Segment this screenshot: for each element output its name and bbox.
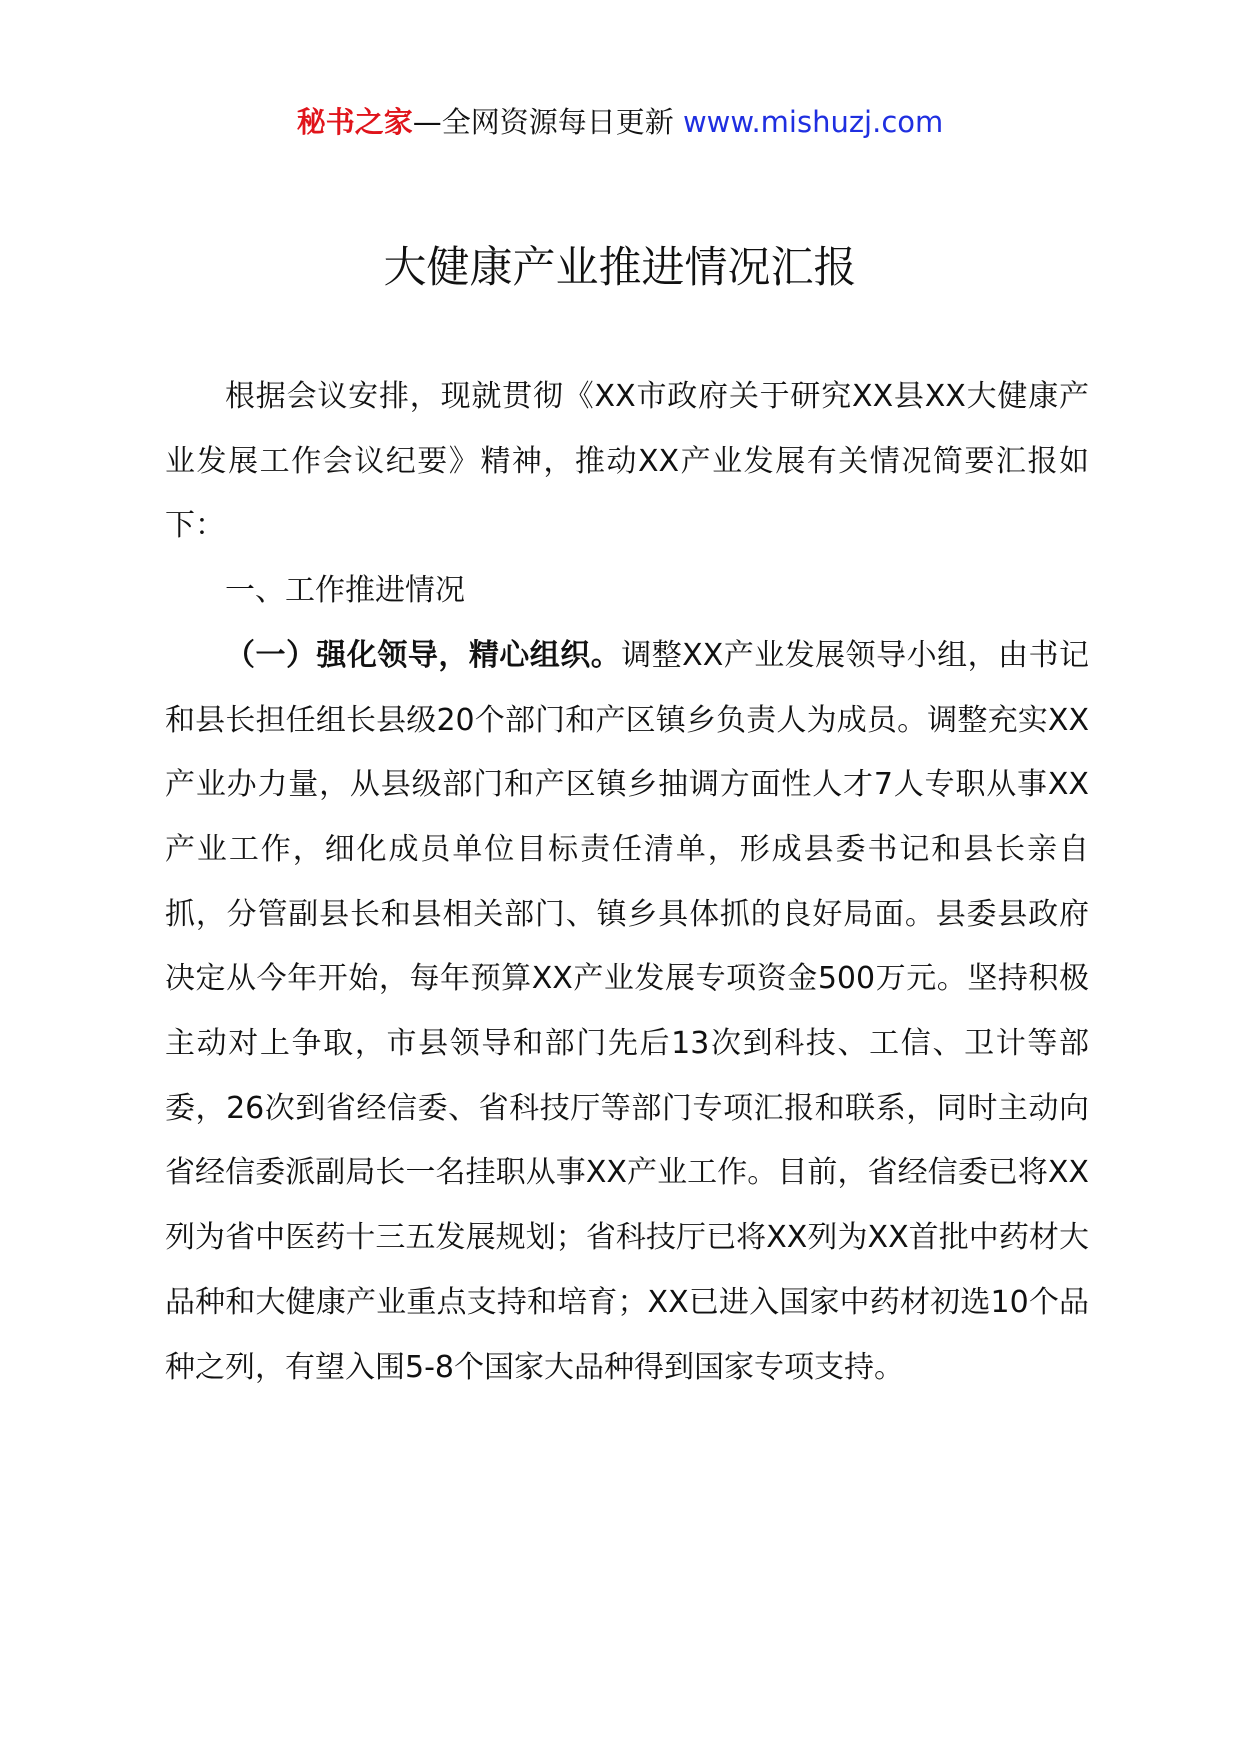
- subsection-body: 调整XX产业发展领导小组，由书记和县长担任组长县级20个部门和产区镇乡负责人为成员。调整充实XX产业办力量，从县级部门和产区镇乡抽调方面性人才7人专职从事XX产业工作，细化成员单位目标责任清单，形成县委书记和县长亲自抓，分管副县长和县相关部门、镇乡具体抓的良好局面。县委县政府决定从今年开始，每年预算XX产业发展专项资金500万元。坚持积极主动对上争取，市县领导和部门先后13次到科技、工信、卫计等部委，26次到省经信委、省科技厅等部门专项汇报和联系，同时主动向省经信委派副局长一名挂职从事XX产业工作。目前，省经信委已将XX列为省中医药十三五发展规划；省科技厅已将XX列为XX首批中药材大品种和大健康产业重点支持和培育；XX已进入国家中药材初选10个品种之列，有望入围5-8个国家大品种得到国家专项支持。: [165, 637, 1090, 1385]
- section-heading: 一、工作推进情况: [225, 573, 465, 609]
- intro-paragraph: 根据会议安排，现就贯彻《XX市政府关于研究XX县XX大健康产业发展工作会议纪要》精神，推动XX产业发展有关情况简要汇报如下：: [165, 379, 1089, 544]
- subsection-lead: （一）强化领导，精心组织。: [225, 637, 622, 673]
- document-title: 大健康产业推进情况汇报: [383, 243, 857, 293]
- document-body: [165, 365, 1089, 1400]
- site-url-link[interactable]: www.mishuzj.com: [673, 105, 944, 139]
- header-tagline: —全网资源每日更新: [412, 105, 674, 139]
- header-banner: [0, 100, 1240, 144]
- brand-name: 秘书之家: [296, 105, 413, 139]
- subsection-paragraph: [165, 624, 1089, 1400]
